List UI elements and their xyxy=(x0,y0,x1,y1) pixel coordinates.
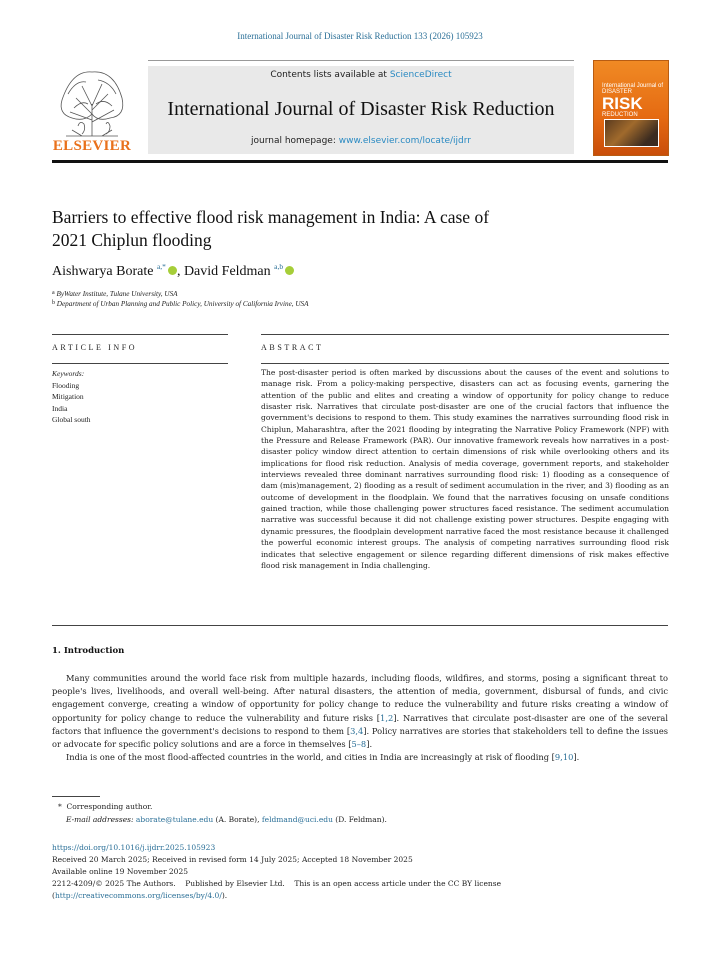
affiliation-marker: b xyxy=(52,300,55,306)
journal-title[interactable]: International Journal of Disaster Risk Reduction xyxy=(167,98,555,120)
section-heading-introduction: 1. Introduction xyxy=(52,646,125,656)
email-link[interactable]: aborate@tulane.edu xyxy=(135,815,214,824)
citation-link[interactable]: 1,2 xyxy=(380,712,394,723)
author-affiliation-marker[interactable]: a,* xyxy=(156,262,166,271)
license-suffix: ). xyxy=(221,891,228,900)
journal-header-box xyxy=(148,66,574,154)
elsevier-wordmark: ELSEVIER xyxy=(52,138,132,154)
author-name[interactable]: Aishwarya Borate xyxy=(52,264,154,279)
abstract-heading: ABSTRACT xyxy=(261,343,324,352)
paragraph-text: India is one of the most flood-affected countries in the world, and cities in India are increasingly at risk of flooding [ xyxy=(66,752,555,763)
journal-masthead xyxy=(52,58,668,158)
available-online: Available online 19 November 2025 xyxy=(52,867,188,876)
license-line: 2212-4209/© 2025 The Authors. Published by Elsevier Ltd. This is an open access article under the CC BY license xyxy=(52,879,502,888)
citation-link[interactable]: 9,10 xyxy=(554,752,574,763)
affiliation-text: ByWater Institute, Tulane University, USA xyxy=(56,290,178,298)
paragraph-text: Many communities around the world face risk from multiple hazards, including floods, wildfires, and storms, posing a significant threat to people's lives, livelihoods, and overall well-being. After natural disasters, the attention of media, government, disbursal of funds, and civic engagement converge, creating a window of opportunity for policy change to reduce the vulnerability and future risks creating a window of opportunity for policy change to reduce the vulnerability and future risks [ xyxy=(52,673,668,723)
email-owner: (D. Feldman). xyxy=(332,815,387,824)
cover-line-1: International Journal of xyxy=(602,83,664,89)
paragraph-text: ]. xyxy=(573,752,580,763)
cover-line-2: DISASTER xyxy=(602,89,633,95)
article-title-line-1: Barriers to effective flood risk management in India: A case of xyxy=(52,207,490,227)
paragraph xyxy=(52,751,668,764)
abstract-bottom-rule xyxy=(52,625,668,626)
email-note xyxy=(66,815,387,824)
journal-citation[interactable]: International Journal of Disaster Risk Reduction 133 (2026) 105923 xyxy=(237,31,483,41)
affiliation xyxy=(52,290,178,298)
sciencedirect-link[interactable]: ScienceDirect xyxy=(389,70,452,80)
keyword-list xyxy=(52,380,91,425)
paragraph-text: ]. Policy narratives are stories that stakeholders tell to define the issues or advocate for specific policy solutions and are a force in themselves [ xyxy=(52,725,668,750)
author-list xyxy=(52,262,294,280)
journal-cover-image[interactable] xyxy=(593,60,669,156)
footnote-text: Corresponding author. xyxy=(66,802,153,811)
info-mid-rule xyxy=(52,363,228,364)
orcid-icon[interactable] xyxy=(285,266,294,275)
paragraph-text: ]. Narratives that circulate post-disaster are one of the several factors that influence the government's decisions to respond to them [ xyxy=(52,712,669,736)
abstract-mid-rule xyxy=(261,363,669,364)
email-owner: (A. Borate), xyxy=(213,815,262,824)
cover-photo xyxy=(604,119,659,147)
cover-line-3: RISK xyxy=(602,94,643,113)
email-link[interactable]: feldmand@uci.edu xyxy=(261,815,333,824)
contents-prefix: Contents lists available at xyxy=(270,70,390,80)
keywords-label: Keywords: xyxy=(52,369,85,378)
cover-title xyxy=(602,83,663,118)
article-title-line-2: 2021 Chiplun flooding xyxy=(52,230,212,250)
article-info-heading: ARTICLE INFO xyxy=(52,343,138,352)
author-affiliation-marker[interactable]: a,b xyxy=(274,262,284,271)
homepage-line xyxy=(148,136,574,146)
abstract-text: The post-disaster period is often marked by discussions about the causes of the event and solutions to manage risk. From a policy-making perspective, disasters can act as focusing events, garnering the attention of the public and elites and creating a window of opportunity for policy change to reduce disaster risk. Narratives that circulate post-disaster are one of the crucial factors that influence the government's decisions to respond to them. This study examines the narratives surrounding flood risk in Chiplun, Maharashtra, after the 2021 flooding by integrating the Narrative Policy Framework (NPF) with the Pressure and Release Framework (PAR). Our innovative framework reveals how narratives in a post-disaster policy window direct attention to certain dimensions of risk while overlooking others and its implications for flood risk reduction. Analysis of media coverage, government reports, and stakeholder interviews revealed three dominant narratives surrounding flood risk: 1) flooding as a consequence of dam (mis)management, 2) flooding as a result of sediment accumulation in the river, and 3) flooding as an outcome of development in the floodplain. We found that the narratives focusing on unsafe conditions gained traction, while those challenging power structures faced resistance. The sediment accumulation narrative was successful because it did not challenge existing power structures. Despite engaging with dynamic pressures, the floodplain development narrative faced the most resistance because it challenged the powerful economic interest groups. The analysis of competing narratives surrounding flood risk indicates that selective engagement or silence regarding different dimensions of risk makes effective flood risk management in India challenging. xyxy=(261,368,669,570)
cover-line-4: REDUCTION xyxy=(602,112,638,118)
masthead-rule xyxy=(52,160,668,163)
info-top-rule xyxy=(52,334,228,335)
paragraph-text: ]. xyxy=(366,739,373,750)
affiliation-text: Department of Urban Planning and Public Policy, University of California Irvine, USA xyxy=(56,300,309,308)
author-name[interactable]: David Feldman xyxy=(183,264,271,279)
keyword-item: India xyxy=(52,403,68,413)
footnote-rule xyxy=(52,796,100,797)
email-label: E-mail addresses: xyxy=(66,815,134,824)
abstract-top-rule xyxy=(261,334,669,335)
doi-link[interactable] xyxy=(52,843,215,852)
asterisk-marker: * xyxy=(58,802,62,811)
received-dates: Received 20 March 2025; Received in revised form 14 July 2025; Accepted 18 November 2025 xyxy=(52,855,413,864)
keyword-item: Mitigation xyxy=(52,392,84,402)
contents-line xyxy=(148,70,574,80)
paragraph xyxy=(52,672,668,751)
citation-link[interactable]: 5–8 xyxy=(351,739,367,750)
license-link[interactable]: http://creativecommons.org/licenses/by/4.0/ xyxy=(54,891,222,900)
keyword-item: Flooding xyxy=(52,381,80,390)
citation-link[interactable]: 3,4 xyxy=(350,725,364,736)
license-url-line: (http://creativecommons.org/licenses/by/4.0/). xyxy=(52,891,228,900)
homepage-prefix: journal homepage: xyxy=(251,136,339,146)
doi-text[interactable]: https://doi.org/10.1016/j.ijdrr.2025.105923 xyxy=(52,843,216,852)
affiliation xyxy=(52,300,309,308)
author-separator: , xyxy=(176,264,184,279)
affiliation-marker: a xyxy=(52,290,55,296)
introduction-body xyxy=(52,672,668,764)
corresponding-author-note xyxy=(58,802,152,811)
homepage-link[interactable]: www.elsevier.com/locate/ijdrr xyxy=(338,136,471,146)
keyword-item: Global south xyxy=(52,414,91,424)
orcid-icon[interactable] xyxy=(168,266,177,275)
article-title xyxy=(52,206,612,252)
